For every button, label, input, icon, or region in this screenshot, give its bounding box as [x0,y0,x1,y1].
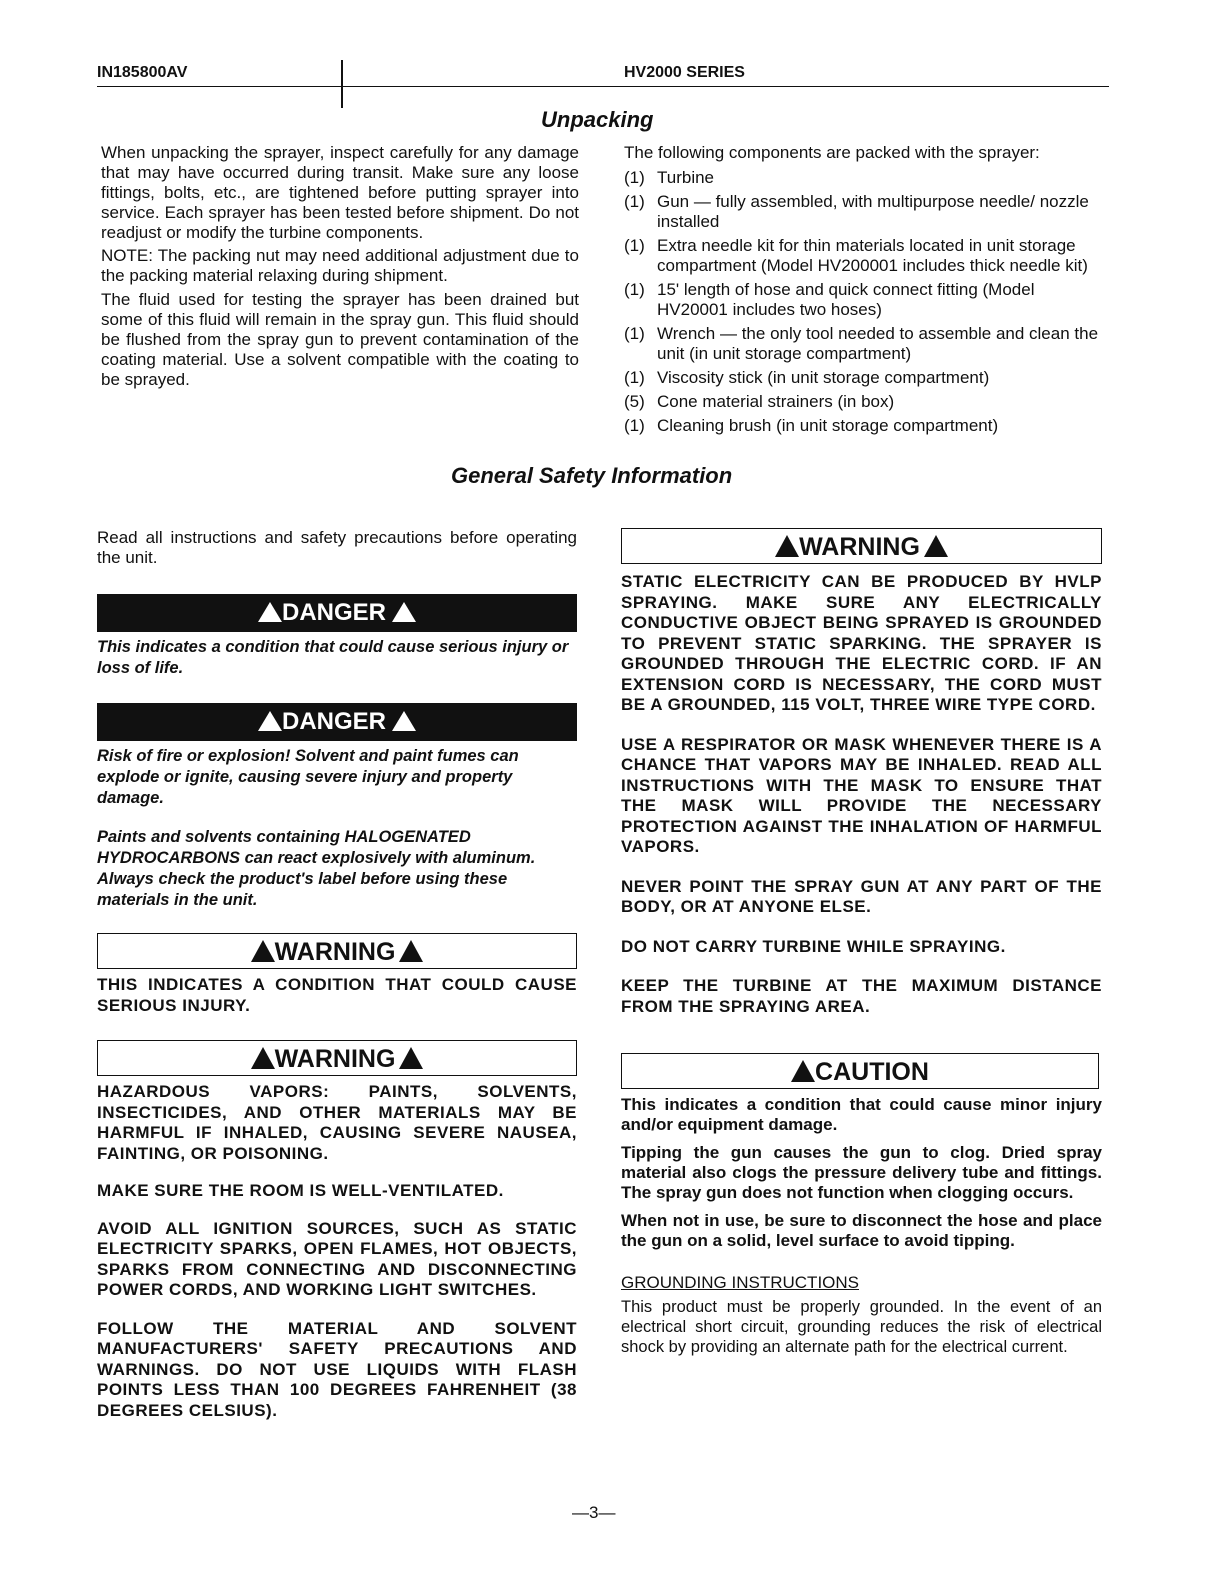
alert-triangle-icon [399,940,423,962]
list-item: (1) Cleaning brush (in unit storage compartment) [624,416,999,435]
danger-banner: DANGER [97,703,577,741]
unpacking-right-column [624,142,1104,436]
alert-triangle-icon [791,1060,815,1082]
halogenated-text: Paints and solvents containing HALOGENATED HYDROCARBONS can react explosively with aluminum. Always check the product's label before using these materials in the unit. [97,828,536,909]
grounding-text: This product must be properly grounded. In the event of an electrical short circuit, grounding reduces the risk of electrical shock by providing an alternate path for the electrical current. [621,1298,1102,1356]
page-number: —3— [572,1503,616,1522]
alert-triangle-icon [392,602,416,622]
alert-triangle-icon [392,711,416,731]
storage-text: When not in use, be sure to disconnect the hose and place the gun on a solid, level surface to avoid tipping. [621,1211,1102,1250]
ventilation-text: MAKE SURE THE ROOM IS WELL-VENTILATED. [97,1181,504,1200]
list-item: (1) Viscosity stick (in unit storage compartment) [624,368,990,387]
grounding-title: GROUNDING INSTRUCTIONS [621,1273,859,1292]
alert-triangle-icon [399,1047,423,1069]
packing-note: NOTE: The packing nut may need additional adjustment due to the packing material relaxing during shipment. [101,246,579,285]
list-item: (1) Wrench — the only tool needed to assemble and clean the unit (in unit storage compartment) [624,324,1099,363]
unpacking-left-column [101,143,579,390]
components-intro: The following components are packed with the sprayer: [624,143,1040,162]
safety-intro: Read all instructions and safety precautions before operating the unit. [97,528,577,567]
ignition-sources-text: AVOID ALL IGNITION SOURCES, SUCH AS STATIC ELECTRICITY SPARKS, OPEN FLAMES, HOT OBJECTS, SPARKS FROM CONNECTING AND DISCONNECTING POWER CORDS, AND WORKING LIGHT SWITCHES. [97,1218,577,1299]
fluid-paragraph: The fluid used for testing the sprayer has been drained but some of this fluid will remain in the spray gun. This fluid should be flushed from the spray gun to prevent contamination of the coating material. Use a solvent compatible with the coating to be sprayed. [101,290,579,389]
alert-triangle-icon [258,711,282,731]
respirator-text: USE A RESPIRATOR OR MASK WHENEVER THERE IS A CHANCE THAT VAPORS MAY BE INHALED. READ ALL INSTRUCTIONS WITH THE MASK TO ENSURE THAT THE MASK WILL PROVIDE THE NECESSARY PROTECTION AGAINST THE INHALATION OF HARMFUL VAPORS. [621,734,1102,856]
alert-triangle-icon [258,602,282,622]
danger-definition: This indicates a condition that could cause serious injury or loss of life. [97,638,569,677]
list-item: (1) Turbine [624,168,715,187]
alert-triangle-icon [775,535,799,557]
safety-title: General Safety Information [451,463,733,488]
components-list [624,168,1104,436]
list-item: (1) Extra needle kit for thin materials located in unit storage compartment (Model HV200001 includes thick needle kit) [624,236,1088,275]
turbine-distance-text: KEEP THE TURBINE AT THE MAXIMUM DISTANCE FROM THE SPRAYING AREA. [621,976,1102,1016]
warning-banner: WARNING [97,1040,577,1076]
document-id: IN185800AV [97,64,188,81]
caution-definition: This indicates a condition that could cause minor injury and/or equipment damage. [621,1095,1102,1134]
list-item: (1) Gun — fully assembled, with multipurpose needle/ nozzle installed [624,192,1089,231]
tipping-text: Tipping the gun causes the gun to clog. Dried spray material also clogs the pressure delivery tube and fittings. The spray gun does not function when clogging occurs. [621,1143,1102,1202]
caution-banner: CAUTION [621,1053,1099,1089]
list-item: (5) Cone material strainers (in box) [624,392,895,411]
unpacking-title: Unpacking [541,107,654,132]
warning-banner: WARNING [97,933,577,969]
alert-triangle-icon [924,535,948,557]
alert-triangle-icon [251,1047,275,1069]
list-item: (1) 15' length of hose and quick connect fitting (Model HV20001 includes two hoses) [624,280,1035,319]
unpacking-paragraph: When unpacking the sprayer, inspect carefully for any damage that may have occurred during transit. Make sure any loose fittings, bolts, etc., are tightened before putting sprayer into service. Each sprayer has been tested before shipment. Do not readjust or modify the turbine components. [101,143,579,242]
safety-right-column [621,528,1102,1357]
danger-banner: DANGER [97,594,577,632]
page-header [97,60,1109,87]
alert-triangle-icon [251,940,275,962]
warning-definition: THIS INDICATES A CONDITION THAT COULD CAUSE SERIOUS INJURY. [97,975,577,1015]
flash-point-text: FOLLOW THE MATERIAL AND SOLVENT MANUFACTURERS' SAFETY PRECAUTIONS AND WARNINGS. DO NOT USE LIQUIDS WITH FLASH POINTS LESS THAN 100 DEGREES FAHRENHEIT (38 DEGREES CELSIUS). [97,1318,577,1420]
series-title: HV2000 SERIES [624,64,745,81]
header-divider [341,60,343,108]
carry-turbine-text: DO NOT CARRY TURBINE WHILE SPRAYING. [621,936,1006,956]
hazardous-vapors-text: HAZARDOUS VAPORS: PAINTS, SOLVENTS, INSECTICIDES, AND OTHER MATERIALS MAY BE HARMFUL IF INHALED, CAUSING SEVERE NAUSEA, FAINTING, OR POISONING. [97,1082,577,1163]
static-electricity-text: STATIC ELECTRICITY CAN BE PRODUCED BY HVLP SPRAYING. MAKE SURE ANY ELECTRICALLY CONDUCTIVE OBJECT BEING SPRAYED IS GROUNDED TO PREVENT STATIC SPARKING. THE SPRAYER IS GROUNDED THROUGH THE ELECTRIC CORD. IF AN EXTENSION CORD IS NECESSARY, THE CORD MUST BE A GROUNDED, 115 VOLT, THREE WIRE TYPE CORD. [621,572,1102,714]
warning-banner: WARNING [621,528,1102,564]
safety-left-column [97,528,577,1421]
spray-gun-aim-text: NEVER POINT THE SPRAY GUN AT ANY PART OF THE BODY, OR AT ANYONE ELSE. [621,876,1102,916]
fire-risk-text: Risk of fire or explosion! Solvent and paint fumes can explode or ignite, causing severe injury and property damage. [97,747,519,807]
